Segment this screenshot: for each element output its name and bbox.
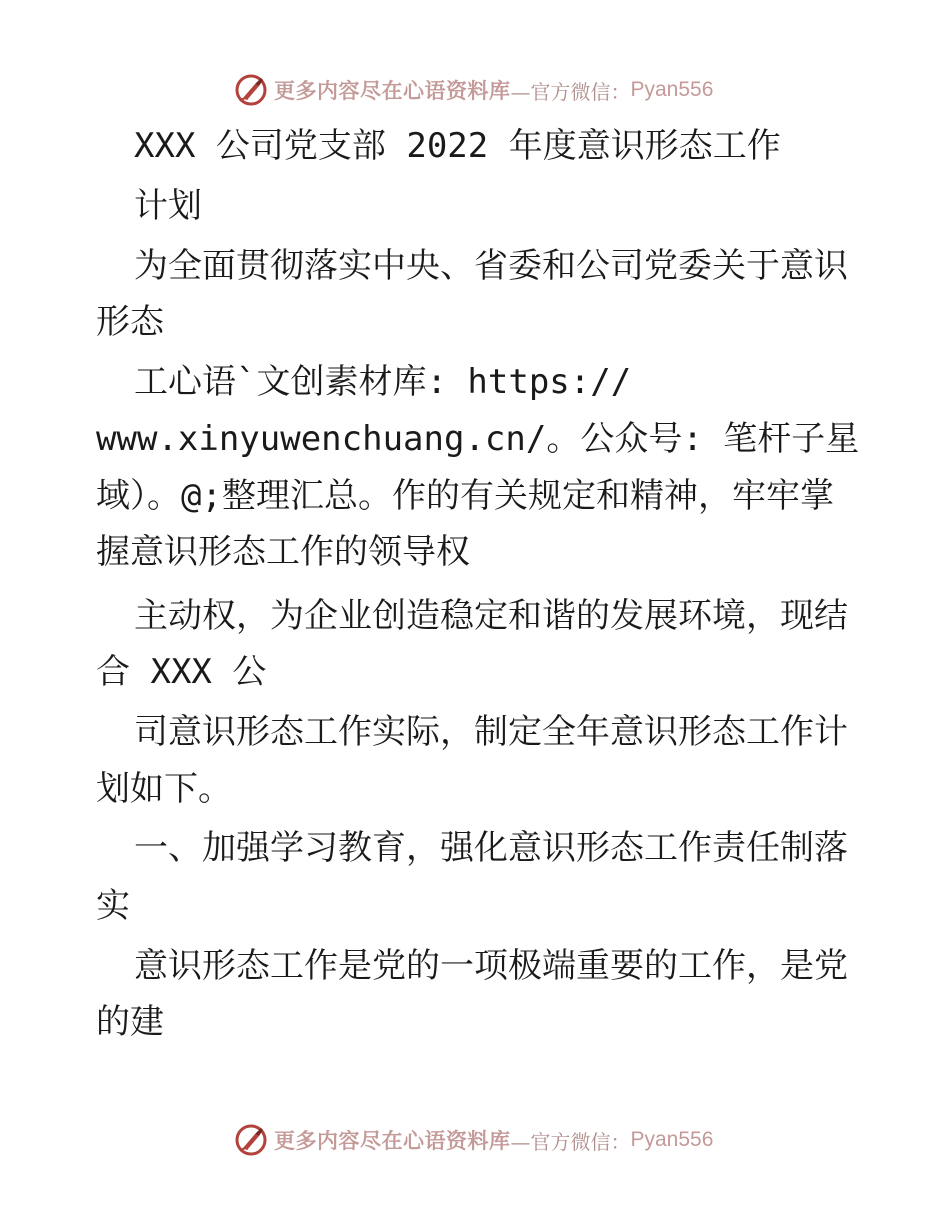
- banner-wechat-label: —官方微信：: [510, 79, 631, 104]
- footer-watermark-banner: [234, 1120, 713, 1160]
- banner-wechat-label: —官方微信：: [510, 1129, 631, 1154]
- header-watermark-banner: [234, 70, 713, 110]
- doc-paragraph-line: www.xinyuwenchuang.cn/。公众号: 笔杆子星: [96, 419, 860, 459]
- pen-logo-icon: [234, 1123, 268, 1157]
- doc-section-heading: 一、加强学习教育，强化意识形态工作责任制落: [134, 828, 848, 868]
- doc-paragraph-line: 工心语`文创素材库: https://: [134, 362, 632, 402]
- doc-paragraph-line: 意识形态工作是党的一项极端重要的工作，是党: [134, 946, 848, 986]
- banner-brand-text: 更多内容尽在心语资料库: [274, 1128, 511, 1153]
- doc-paragraph-line: 形态: [96, 302, 164, 342]
- doc-paragraph-line: 域）。@;整理汇总。作的有关规定和精神，牢牢掌: [96, 476, 834, 516]
- pen-logo-icon: [234, 73, 268, 107]
- doc-paragraph-line: 握意识形态工作的领导权: [96, 532, 470, 572]
- banner-wechat-id: Pyan556: [630, 78, 714, 101]
- doc-paragraph-line: 为全面贯彻落实中央、省委和公司党委关于意识: [134, 246, 848, 286]
- doc-paragraph-line: 划如下。: [96, 769, 232, 809]
- doc-paragraph-line: 司意识形态工作实际，制定全年意识形态工作计: [134, 712, 848, 752]
- doc-title-line-2: 计划: [134, 186, 202, 226]
- doc-section-heading: 实: [96, 886, 130, 926]
- doc-paragraph-line: 的建: [96, 1002, 164, 1042]
- doc-paragraph-line: 主动权，为企业创造稳定和谐的发展环境，现结: [134, 596, 848, 636]
- banner-brand-text: 更多内容尽在心语资料库: [274, 78, 511, 103]
- doc-title-line-1: XXX 公司党支部 2022 年度意识形态工作: [134, 126, 781, 166]
- doc-paragraph-line: 合 XXX 公: [96, 652, 267, 692]
- banner-wechat-id: Pyan556: [630, 1128, 714, 1151]
